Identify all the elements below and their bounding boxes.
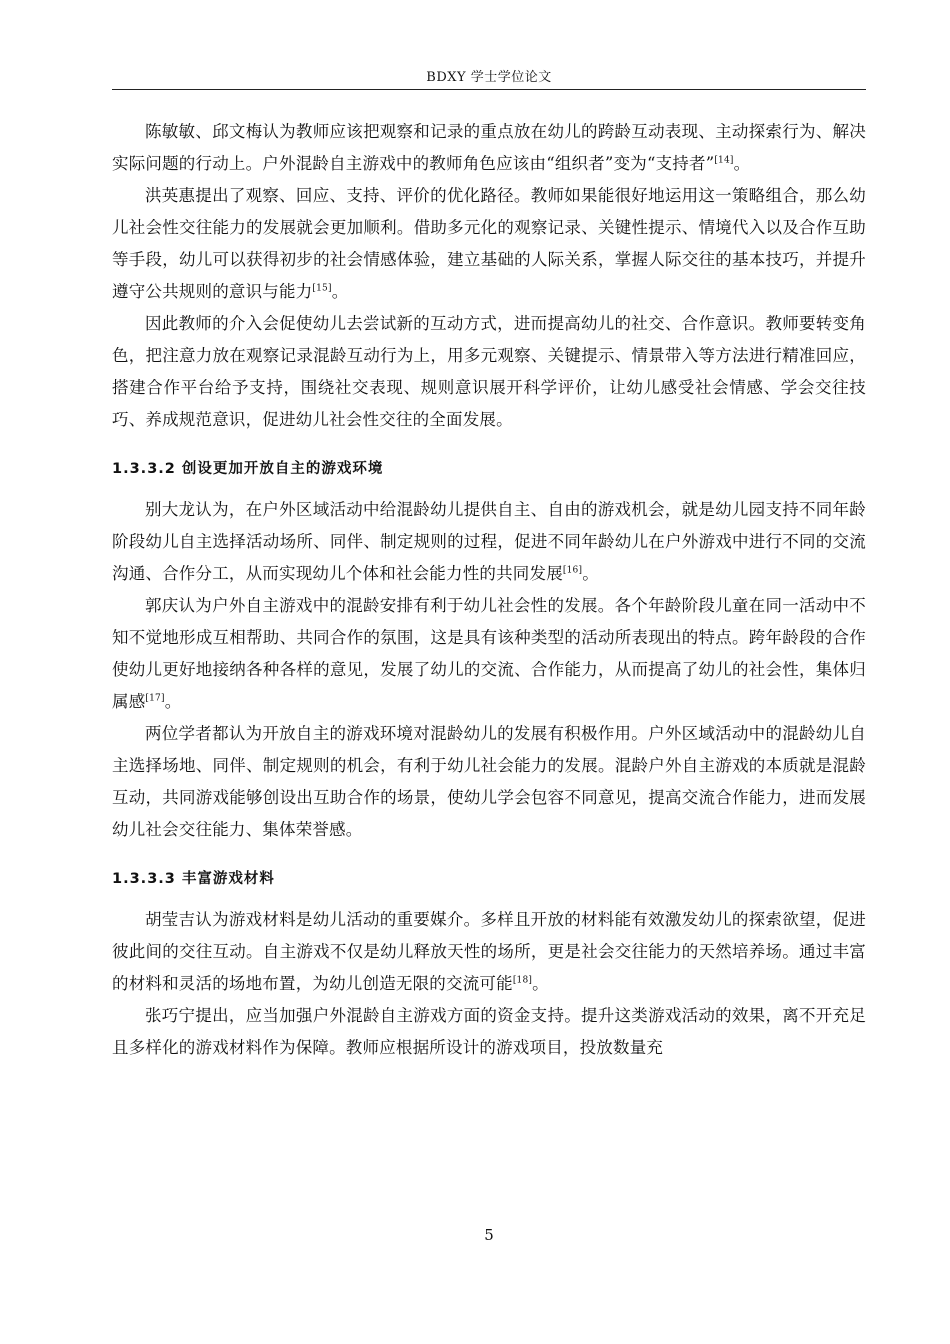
citation-ref: [15] [312,283,332,294]
paragraph [112,308,866,436]
citation-ref: [14] [714,155,734,166]
section-heading: 1.3.3.2 创设更加开放自主的游戏环境 [112,461,384,477]
paragraph [112,180,866,308]
paragraph-tail: 。 [532,974,549,993]
paragraph [112,904,866,1000]
paragraph [112,590,866,718]
page-number: 5 [484,1226,494,1244]
paragraph-text: 因此教师的介入会促使幼儿去尝试新的互动方式，进而提高幼儿的社交、合作意识。教师要转变角色，把注意力放在观察记录混龄互动行为上，用多元观察、关键提示、情景带入等方法进行精准回应，搭建合作平台给予支持，围绕社交表现、规则意识展开科学评价，让幼儿感受社会情感、学会交往技巧、养成规范意识，促进幼儿社会性交往的全面发展。 [112,314,866,429]
paragraph [112,494,866,590]
citation-ref: [16] [562,565,583,576]
citation-ref: [18] [512,975,533,986]
paragraph-tail: 。 [733,154,751,173]
paragraph-text: 郭庆认为户外自主游戏中的混龄安排有利于幼儿社会性的发展。各个年龄阶段儿童在同一活动中不知不觉地形成互相帮助、共同合作的氛围，这是具有该种类型的活动所表现出的特点。跨年龄段的合作使幼儿更好地接纳各种各样的意见，发展了幼儿的交流、合作能力，从而提高了幼儿的社会性，集体归属感 [112,596,866,711]
paragraph-text: 别大龙认为，在户外区域活动中给混龄幼儿提供自主、自由的游戏机会，就是幼儿园支持不同年龄阶段幼儿自主选择活动场所、同伴、制定规则的过程，促进不同年龄幼儿在户外游戏中进行不同的交流沟通、合作分工，从而实现幼儿个体和社会能力性的共同发展 [112,500,866,583]
paragraph-tail: 。 [164,692,182,711]
paragraph [112,116,866,180]
paragraph-tail: 。 [331,282,349,301]
paragraph-text: 陈敏敏、邱文梅认为教师应该把观察和记录的重点放在幼儿的跨龄互动表现、主动探索行为、解决实际问题的行动上。户外混龄自主游戏中的教师角色应该由“组织者”变为“支持者” [112,122,866,173]
header-rule [112,89,866,90]
paragraph-text: 张巧宁提出，应当加强户外混龄自主游戏方面的资金支持。提升这类游戏活动的效果，离不开充足且多样化的游戏材料作为保障。教师应根据所设计的游戏项目，投放数量充 [112,1006,866,1057]
running-header: BDXY 学士学位论文 [426,70,552,85]
paragraph-text: 两位学者都认为开放自主的游戏环境对混龄幼儿的发展有积极作用。户外区域活动中的混龄幼儿自主选择场地、同伴、制定规则的机会，有利于幼儿社会能力的发展。混龄户外自主游戏的本质就是混龄互动，共同游戏能够创设出互助合作的场景，使幼儿学会包容不同意见，提高交流合作能力，进而发展幼儿社会交往能力、集体荣誉感。 [112,724,866,839]
section-heading: 1.3.3.3 丰富游戏材料 [112,871,275,887]
paragraph-tail: 。 [582,564,599,583]
citation-ref: [17] [145,693,165,704]
paragraph [112,718,866,846]
paragraph-text: 胡莹吉认为游戏材料是幼儿活动的重要媒介。多样且开放的材料能有效激发幼儿的探索欲望，促进彼此间的交往互动。自主游戏不仅是幼儿释放天性的场所，更是社会交往能力的天然培养场。通过丰富的材料和灵活的场地布置，为幼儿创造无限的交流可能 [112,910,866,993]
page-body [112,116,866,1064]
paragraph [112,1000,866,1064]
paragraph-text: 洪英惠提出了观察、回应、支持、评价的优化路径。教师如果能很好地运用这一策略组合，那么幼儿社会性交往能力的发展就会更加顺利。借助多元化的观察记录、关键性提示、情境代入以及合作互助等手段，幼儿可以获得初步的社会情感体验，建立基础的人际关系，掌握人际交往的基本技巧，并提升遵守公共规则的意识与能力 [112,186,866,301]
